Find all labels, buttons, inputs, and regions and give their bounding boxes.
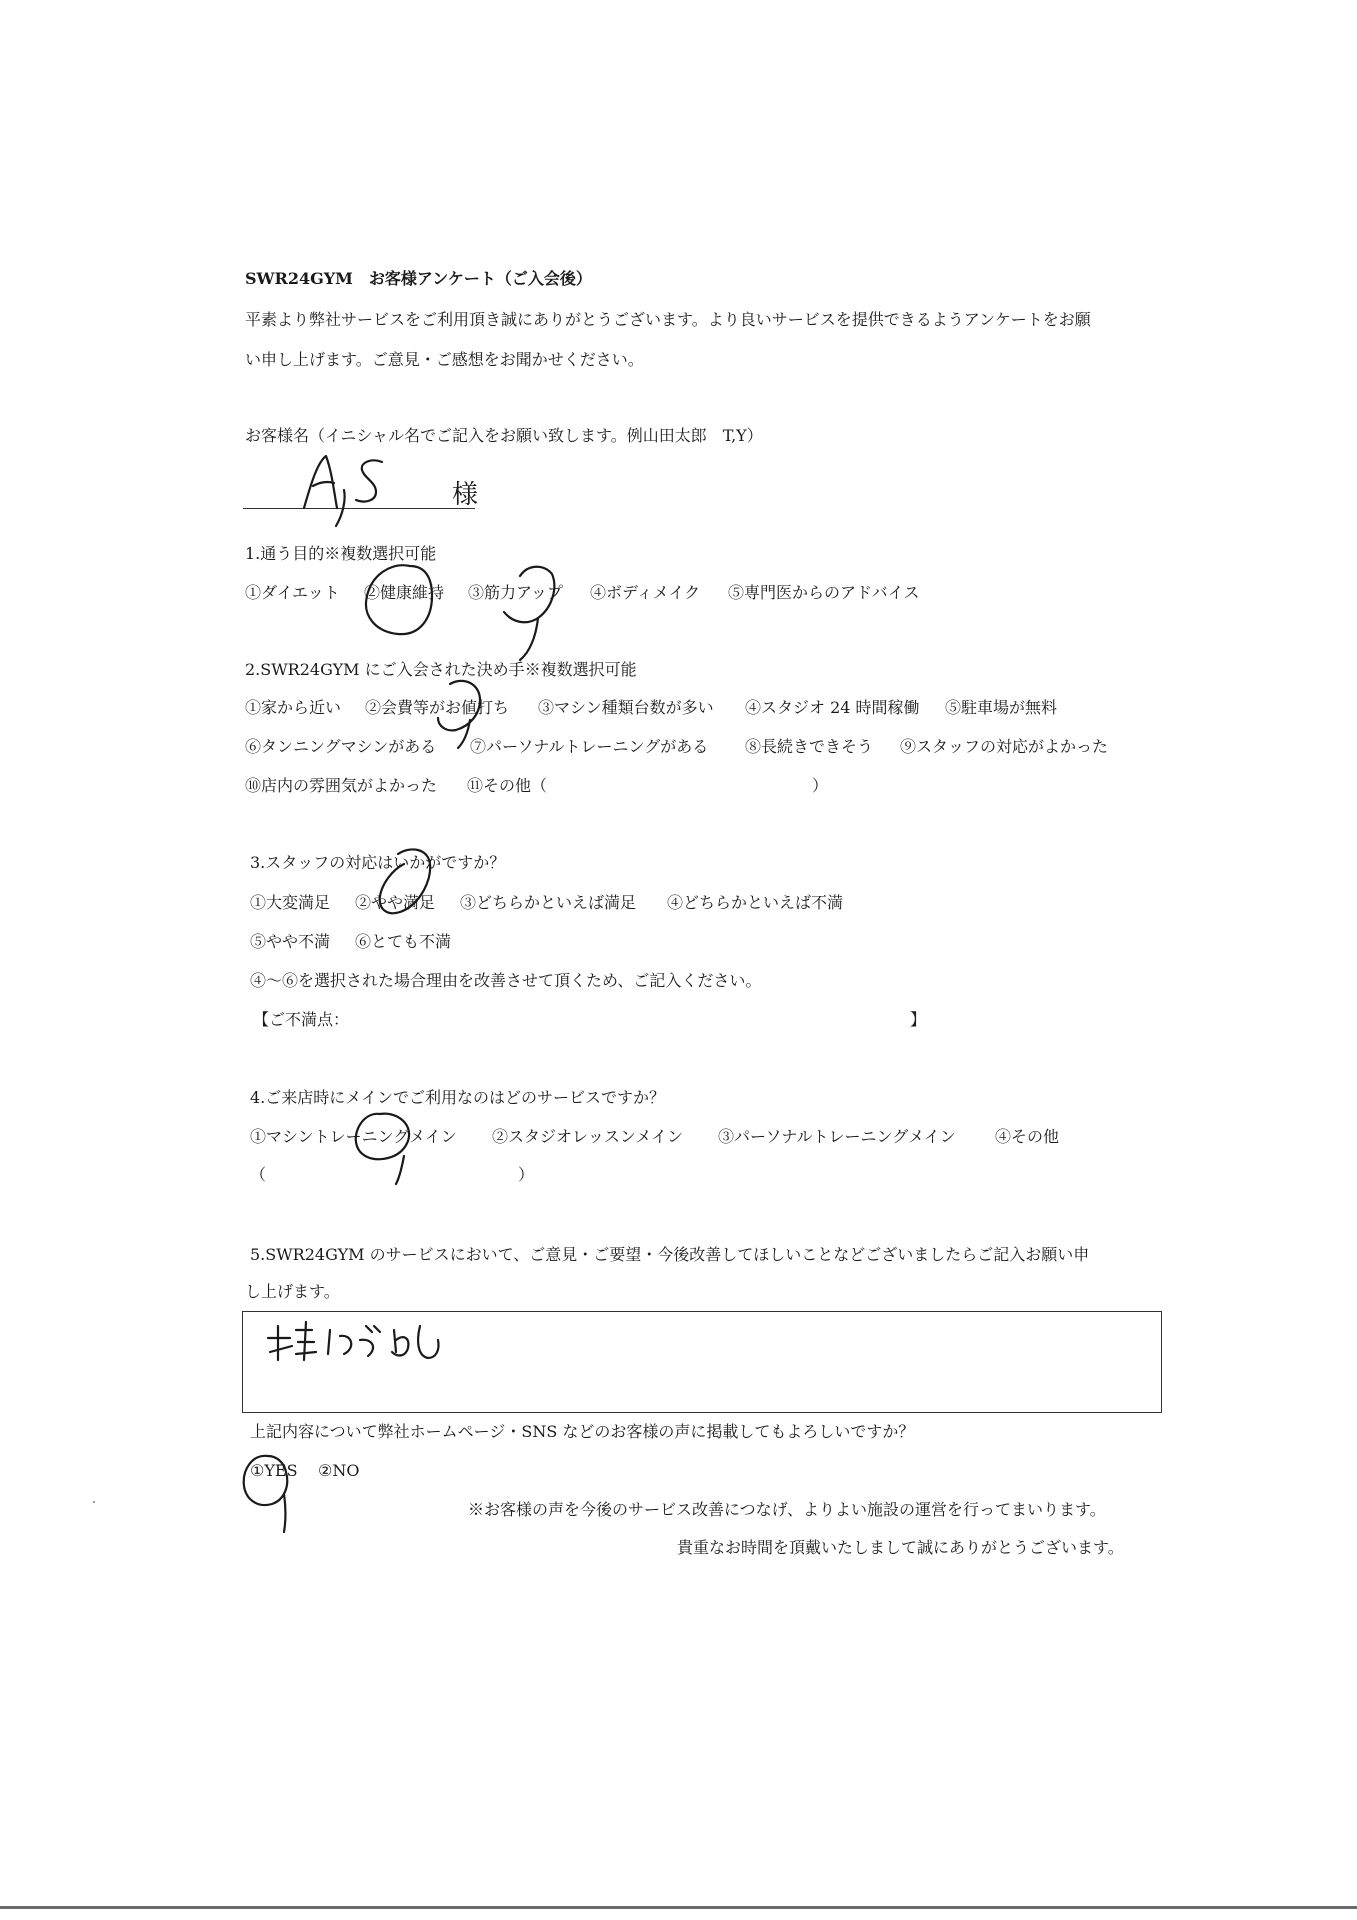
q3-option-6: ⑥とても不満 [355,932,452,951]
survey-title: SWR24GYM お客様アンケート（ご入会後） [245,269,592,288]
q2-option-2: ②会費等がお値打ち [365,698,510,717]
q2-option-11: ⑪その他（ [467,776,548,795]
q3-note: ④～⑥を選択された場合理由を改善させて頂くため、ご記入ください。 [250,971,762,990]
q2-option-4: ④スタジオ 24 時間稼働 [745,698,920,717]
q1-option-doctor: ⑤専門医からのアドバイス [728,583,920,602]
q5-title-line1: 5.SWR24GYM のサービスにおいて、ご意見・ご要望・今後改善してほしいことなどございましたらご記入お願い申 [250,1245,1090,1264]
q3-option-5: ⑤やや不満 [250,932,331,951]
q3-complaint-open: 【ご不満点： [253,1010,350,1029]
q2-option-10: ⑩店内の雰囲気がよかった [245,776,438,795]
name-underline [243,508,475,509]
q4-other-open: （ [250,1165,267,1184]
q1-option-health: ②健康維持 [364,583,445,602]
q2-option-1: ①家から近い [245,698,342,717]
consent-no: ②NO [318,1461,360,1480]
q1-circle-muscle [504,567,554,660]
q2-option-5: ⑤駐車場が無料 [945,698,1058,717]
q3-option-2: ②やや満足 [355,893,436,912]
q4-title: 4.ご来店時にメインでご利用なのはどのサービスですか？ [250,1088,665,1107]
q1-option-diet: ①ダイエット [245,583,340,602]
q3-title: 3.スタッフの対応はいかがですか？ [250,853,506,872]
q5-title-line2: し上げます。 [245,1282,340,1301]
footer-note: ※お客様の声を今後のサービス改善につなげ、よりよい施設の運営を行ってまいります。 [468,1500,1106,1519]
q3-option-1: ①大変満足 [250,893,331,912]
q2-other-close: ） [812,776,829,795]
q3-option-4: ④どちらかといえば不満 [667,893,844,912]
q4-option-2: ②スタジオレッスンメイン [492,1127,684,1146]
intro-text-line2: い申し上げます。ご意見・ご感想をお聞かせください。 [245,350,644,369]
q2-option-7: ⑦パーソナルトレーニングがある [470,737,709,756]
q2-option-8: ⑧長続きできそう [745,737,874,756]
q4-option-3: ③パーソナルトレーニングメイン [718,1127,956,1146]
q1-option-bodymake: ④ボディメイク [590,583,701,602]
q2-option-9: ⑨スタッフの対応がよかった [900,737,1109,756]
q4-option-4: ④その他 [995,1127,1060,1146]
q2-title: 2.SWR24GYM にご入会された決め手※複数選択可能 [245,660,637,679]
q4-other-close: ） [518,1165,535,1184]
q2-option-3: ③マシン種類台数が多い [538,698,714,717]
handwritten-name [304,456,382,526]
q1-option-muscle: ③筋力アップ [468,583,563,602]
name-suffix: 様 [452,480,479,510]
scan-speck [93,1501,95,1503]
q4-circle-machine [356,1114,409,1184]
q5-answer-box [242,1311,1162,1413]
q4-option-1: ①マシントレーニングメイン [250,1127,457,1146]
q3-option-3: ③どちらかといえば満足 [460,893,637,912]
scan-bottom-edge [0,1906,1357,1909]
customer-name-label: お客様名（イニシャル名でご記入をお願い致します。例山田太郎 T,Y） [245,426,763,445]
q3-complaint-close: 】 [910,1010,927,1029]
intro-text-line1: 平素より弊社サービスをご利用頂き誠にありがとうございます。より良いサービスを提供できるようアンケートをお願 [245,310,1091,329]
q1-title: 1.通う目的※複数選択可能 [245,544,437,563]
footer-thanks: 貴重なお時間を頂戴いたしまして誠にありがとうございます。 [677,1538,1124,1557]
q2-option-6: ⑥タンニングマシンがある [245,737,437,756]
consent-yes: ①YES [250,1461,298,1480]
consent-question: 上記内容について弊社ホームページ・SNS などのお客様の声に掲載してもよろしいですか？ [250,1422,915,1441]
